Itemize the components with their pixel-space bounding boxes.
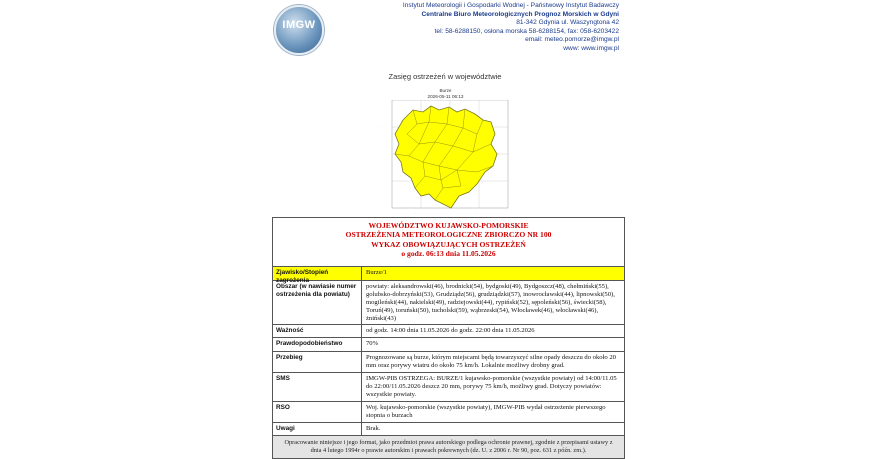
row-value: Woj. kujawsko-pomorskie (wszystkie powiaty), IMGW-PIB wydał ostrzeżenie pierwszego stopnia o burzach (366, 404, 606, 419)
row-label: Obszar (w nawiasie numer ostrzeżenia dla powiatu) (273, 281, 362, 324)
copyright-note: Opracowanie niniejsze i jego format, jako przedmiot prawa autorskiego podlega ochronie prawnej, zgodnie z przepisami ustawy z dnia 4 lutego 1994r o prawie autorskim i prawach pokrewnych (dz. U. z 2006 r. Nr 90, poz. 631 z późn. zm.). (273, 436, 624, 458)
region-map-svg (379, 100, 512, 218)
bulletin-issue-time: o godz. 06:13 dnia 11.05.2026 (401, 249, 496, 259)
row-value: Burze/1 (366, 269, 387, 276)
table-row (273, 338, 624, 352)
map-phenomenon: Burze (439, 88, 452, 93)
row-value: od godz. 14:00 dnia 11.05.2026 do godz. 22:00 dnia 11.05.2026 (366, 327, 535, 334)
table-row (273, 373, 624, 402)
bulletin-list-title: WYKAZ OBOWIĄZUJĄCYCH OSTRZEŻEŃ (371, 239, 526, 249)
row-label: Prawdopodobieństwo (273, 338, 362, 351)
row-label: Przebieg (273, 352, 362, 372)
table-row (273, 352, 624, 373)
header-office-name: Centralne Biuro Meteorologicznych Prognoz Morskich w Gdyni (421, 10, 619, 18)
row-value: 70% (366, 340, 379, 347)
warning-bulletin-table (272, 217, 625, 459)
row-value: powiaty: aleksandrowski(46), brodnicki(54), bydgoski(49), Bydgoszcz(48), chełmiński(55), golubsko-dobrzyński(53), Grudziądz(56), grudziądzki(57), inowrocławski(44), lipnowski(50), mogileński(44), nakielski(49), radziejowski(44), rypiński(52), sępoleński(56), świecki(58), Toruń(49), toruński(50), tucholski(59), wąbrzeski(54), Włocławek(46), włocławski(46), żniński(43) (366, 283, 615, 322)
row-label: Uwagi (273, 423, 362, 435)
header-phone: tel: 58-6288150, osłona morska 58-6288154, fax: 058-6203422 (434, 27, 619, 35)
bulletin-title-block (273, 218, 624, 267)
table-row (273, 402, 624, 423)
table-row (273, 281, 624, 325)
imgw-logo (274, 5, 324, 55)
map-title-block (379, 88, 512, 99)
svg-text:·: · (445, 211, 446, 215)
svg-text:·: · (381, 179, 382, 183)
row-value: Prognozowane są burze, którym miejscami będą towarzyszyć silne opady deszczu do około 20 mm oraz porywy wiatru do około 75 km/h. Lokalnie możliwy drobny grad. (366, 354, 616, 369)
header-address: 81-342 Gdynia ul. Waszyngtona 42 (516, 19, 619, 27)
row-label: Zjawisko/Stopień zagrożenia (273, 267, 362, 280)
row-label: Ważność (273, 325, 362, 337)
logo-text: IMGW (282, 19, 316, 31)
map-datetime: 2026-05-11 06:13 (427, 93, 464, 99)
bulletin-number-title: OSTRZEŻENIA METEOROLOGICZNE ZBIORCZO NR 100 (345, 230, 552, 240)
row-label: SMS (273, 373, 362, 401)
row-label: RSO (273, 402, 362, 422)
table-row (273, 325, 624, 338)
svg-text:·: · (381, 125, 382, 129)
row-value: Brak. (366, 425, 381, 432)
institute-header (403, 2, 619, 54)
table-row (273, 267, 624, 284)
svg-text:·: · (475, 211, 476, 215)
svg-text:·: · (415, 211, 416, 215)
header-email[interactable]: email: meteo.pomorze@imgw.pl (525, 36, 619, 44)
table-row (273, 423, 624, 436)
header-www[interactable]: www: www.imgw.pl (563, 44, 619, 52)
bulletin-region-title: WOJEWÓDZTWO KUJAWSKO-POMORSKIE (368, 221, 529, 230)
header-institute-name: Instytut Meteorologii i Gospodarki Wodnej - Państwowy Instytut Badawczy (402, 2, 619, 9)
svg-text:·: · (381, 152, 382, 156)
warning-map (379, 88, 512, 218)
map-caption: Zasięg ostrzeżeń w województwie (388, 72, 502, 81)
row-value: IMGW-PIB OSTRZEGA: BURZE/1 kujawsko-pomorskie (wszystkie powiaty) od 14:00/11.05 do 22:00/11.05.2026 deszcz 20 mm, porywy 75 km/h, możliwy grad. Dotyczy powiatów: wszystkie powiaty. (366, 375, 617, 398)
